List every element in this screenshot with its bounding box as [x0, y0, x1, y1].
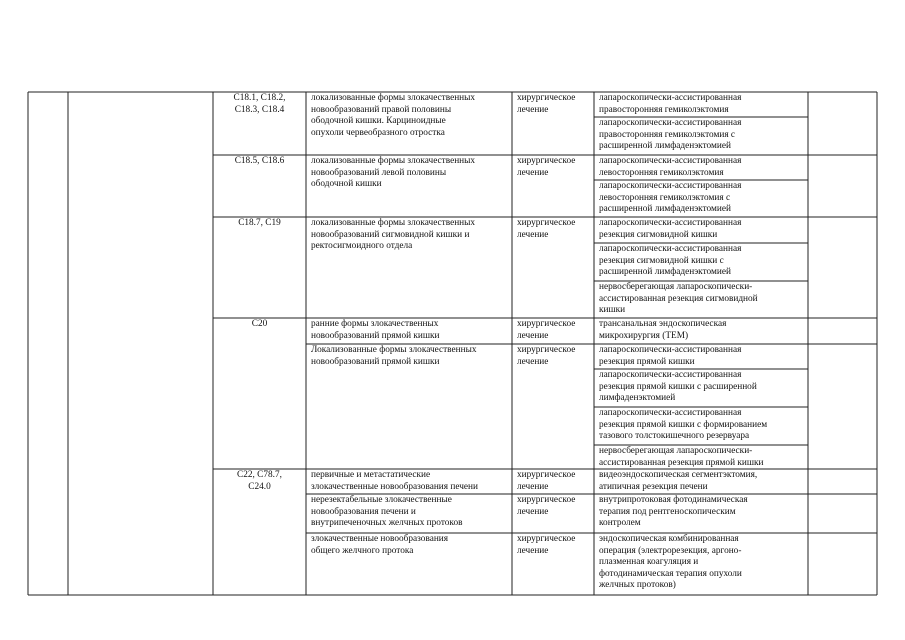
treatment-method-cell — [599, 495, 807, 530]
treatment-method-cell-line: нервосберегающая лапароскопически- — [599, 282, 753, 292]
treatment-method-cell-line: трансанальная эндоскопическая — [599, 319, 727, 329]
treatment-method-cell-line: лапароскопически-ассистированная — [599, 218, 742, 228]
treatment-method-cell-line: ассистированная резекция прямой кишки — [599, 457, 764, 468]
icd-code-cell-line: C18.1, C18.2, — [233, 93, 286, 103]
icd-code-cell-line: C18.7, C19 — [238, 218, 281, 228]
treatment-type-cell-line: хирургическое — [517, 156, 576, 166]
patient-model-cell-line: ректосигмоидного отдела — [311, 241, 413, 252]
treatment-type-cell — [517, 495, 593, 518]
icd-code-cell — [215, 319, 304, 331]
treatment-method-cell-line: правосторонняя гемиколэктомия — [599, 104, 729, 115]
treatment-method-cell-line: левосторонняя гемиколэктомия с — [599, 192, 731, 203]
treatment-type-cell-line: лечение — [517, 104, 549, 115]
treatment-method-cell-line: эндоскопическая комбинированная — [599, 534, 739, 544]
treatment-method-cell — [599, 470, 807, 493]
patient-model-cell-line: новообразования печени и — [311, 506, 416, 517]
treatment-method-cell-line: нервосберегающая лапароскопически- — [599, 446, 753, 456]
treatment-method-cell-line: фотодинамическая терапия опухоли — [599, 568, 742, 579]
patient-model-cell — [311, 218, 511, 253]
treatment-type-cell — [517, 345, 593, 368]
patient-model-cell-line: опухоли червеобразного отростка — [311, 127, 445, 138]
treatment-type-cell-line: лечение — [517, 167, 549, 178]
treatment-method-cell-line: операция (электрорезекция, аргоно- — [599, 545, 742, 556]
treatment-method-cell-line: левосторонняя гемиколэктомия — [599, 167, 724, 178]
treatment-method-cell-line: расширенной лимфаденэктомией — [599, 141, 731, 152]
icd-code-cell-line: C24.0 — [248, 481, 271, 492]
icd-code-cell — [215, 470, 304, 493]
patient-model-cell-line: новообразований левой половины — [311, 167, 447, 178]
patient-model-cell-line: ободочной кишки. Карциноидные — [311, 116, 446, 127]
patient-model-cell — [311, 470, 511, 493]
treatment-method-cell — [599, 319, 807, 342]
patient-model-cell-line: злокачественные новообразования печени — [311, 481, 479, 492]
treatment-method-cell-line: лапароскопически-ассистированная — [599, 345, 742, 355]
treatment-method-cell — [599, 370, 807, 405]
treatment-method-cell-line: лапароскопически-ассистированная — [599, 93, 742, 103]
treatment-type-cell-line: хирургическое — [517, 345, 576, 355]
patient-model-cell-line: новообразований правой половины — [311, 104, 452, 115]
treatment-method-cell-line: резекция прямой кишки с расширенной — [599, 381, 757, 392]
treatment-type-cell-line: хирургическое — [517, 495, 576, 505]
treatment-type-cell-line: лечение — [517, 506, 549, 517]
treatment-method-cell-line: тазового толстокишечного резервуара — [599, 431, 750, 442]
treatment-type-cell-line: хирургическое — [517, 319, 576, 329]
treatment-type-cell-line: лечение — [517, 356, 549, 367]
treatment-method-cell — [599, 244, 807, 279]
treatment-method-cell — [599, 345, 807, 368]
treatment-method-cell-line: внутрипротоковая фотодинамическая — [599, 495, 748, 505]
treatment-method-cell-line: резекция прямой кишки с формированием — [599, 419, 768, 430]
treatment-method-cell-line: лимфаденэктомией — [599, 393, 676, 404]
treatment-type-cell — [517, 534, 593, 557]
patient-model-cell-line: первичные и метастатические — [311, 470, 431, 480]
patient-model-cell-line: локализованные формы злокачественных — [311, 93, 476, 103]
patient-model-cell — [311, 495, 511, 530]
treatment-method-cell — [599, 156, 807, 179]
patient-model-cell-line: локализованные формы злокачественных — [311, 156, 476, 166]
treatment-type-cell-line: лечение — [517, 481, 549, 492]
treatment-type-cell-line: хирургическое — [517, 218, 576, 228]
patient-model-cell-line: общего желчного протока — [311, 545, 414, 556]
treatment-method-cell-line: лапароскопически-ассистированная — [599, 370, 742, 380]
treatment-type-cell — [517, 319, 593, 342]
treatment-method-cell — [599, 218, 807, 241]
treatment-method-cell-line: лапароскопически-ассистированная — [599, 181, 742, 191]
treatment-method-cell — [599, 408, 807, 443]
treatment-method-cell-line: терапия под рентгеноскопическим — [599, 506, 736, 517]
patient-model-cell-line: ранние формы злокачественных — [311, 319, 439, 329]
patient-model-cell-line: локализованные формы злокачественных — [311, 218, 476, 228]
patient-model-cell — [311, 93, 511, 139]
treatment-method-cell-line: видеоэндоскопическая сегментэктомия, — [599, 470, 758, 480]
patient-model-cell-line: нерезектабельные злокачественные — [311, 495, 452, 505]
patient-model-cell-line: новообразований прямой кишки — [311, 356, 440, 367]
icd-code-cell-line: C20 — [251, 319, 268, 329]
treatment-type-cell-line: хирургическое — [517, 470, 576, 480]
treatment-type-cell-line: лечение — [517, 229, 549, 240]
treatment-method-cell-line: расширенной лимфаденэктомией — [599, 267, 731, 278]
patient-model-cell-line: ободочной кишки — [311, 179, 382, 190]
treatment-method-cell-line: правосторонняя гемиколэктомия с — [599, 129, 736, 140]
icd-code-cell-line: C22, C78.7, — [237, 470, 282, 480]
patient-model-cell — [311, 319, 511, 342]
treatment-method-cell-line: лапароскопически-ассистированная — [599, 244, 742, 254]
patient-model-cell-line: Локализованные формы злокачественных — [311, 345, 477, 355]
treatment-method-cell-line: плазменная коагуляция и — [599, 557, 699, 568]
treatment-type-cell — [517, 93, 593, 116]
treatment-type-cell-line: лечение — [517, 545, 549, 556]
patient-model-cell-line: злокачественные новообразования — [311, 534, 449, 544]
treatment-method-cell-line: лапароскопически-ассистированная — [599, 118, 742, 128]
treatment-method-cell-line: лапароскопически-ассистированная — [599, 408, 742, 418]
patient-model-cell — [311, 345, 511, 368]
patient-model-cell — [311, 156, 511, 191]
treatment-method-cell — [599, 534, 807, 592]
patient-model-cell-line: новообразований прямой кишки — [311, 330, 440, 341]
treatment-method-cell — [599, 446, 807, 469]
patient-model-cell-line: новообразований сигмовидной кишки и — [311, 229, 470, 240]
treatment-method-cell-line: резекция сигмовидной кишки с — [599, 255, 724, 266]
treatment-method-cell-line: кишки — [599, 305, 626, 316]
treatment-method-cell — [599, 118, 807, 153]
icd-code-cell — [215, 156, 304, 168]
treatment-method-cell-line: контролем — [599, 518, 641, 529]
treatment-method-cell — [599, 282, 807, 317]
treatment-type-cell — [517, 470, 593, 493]
icd-code-cell-line: C18.3, C18.4 — [234, 104, 285, 115]
treatment-method-cell-line: расширенной лимфаденэктомией — [599, 204, 731, 215]
treatment-method-cell — [599, 181, 807, 216]
treatment-method-cell-line: резекция прямой кишки — [599, 356, 695, 367]
icd-code-cell-line: C18.5, C18.6 — [234, 156, 285, 166]
treatment-method-cell — [599, 93, 807, 116]
treatment-method-cell-line: желчных протоков) — [599, 580, 676, 591]
icd-code-cell — [215, 218, 304, 230]
treatment-type-cell — [517, 156, 593, 179]
treatment-method-cell-line: резекция сигмовидной кишки — [599, 229, 718, 240]
treatment-type-cell-line: лечение — [517, 330, 549, 341]
treatment-type-cell-line: хирургическое — [517, 534, 576, 544]
treatment-method-cell-line: лапароскопически-ассистированная — [599, 156, 742, 166]
patient-model-cell-line: внутрипеченочных желчных протоков — [311, 518, 463, 529]
patient-model-cell — [311, 534, 511, 557]
treatment-method-cell-line: атипичная резекция печени — [599, 481, 708, 492]
icd-code-cell — [215, 93, 304, 116]
treatment-method-cell-line: ассистированная резекция сигмовидной — [599, 293, 758, 304]
treatment-method-cell-line: микрохирургия (TEM) — [599, 330, 689, 341]
treatment-type-cell-line: хирургическое — [517, 93, 576, 103]
treatment-type-cell — [517, 218, 593, 241]
